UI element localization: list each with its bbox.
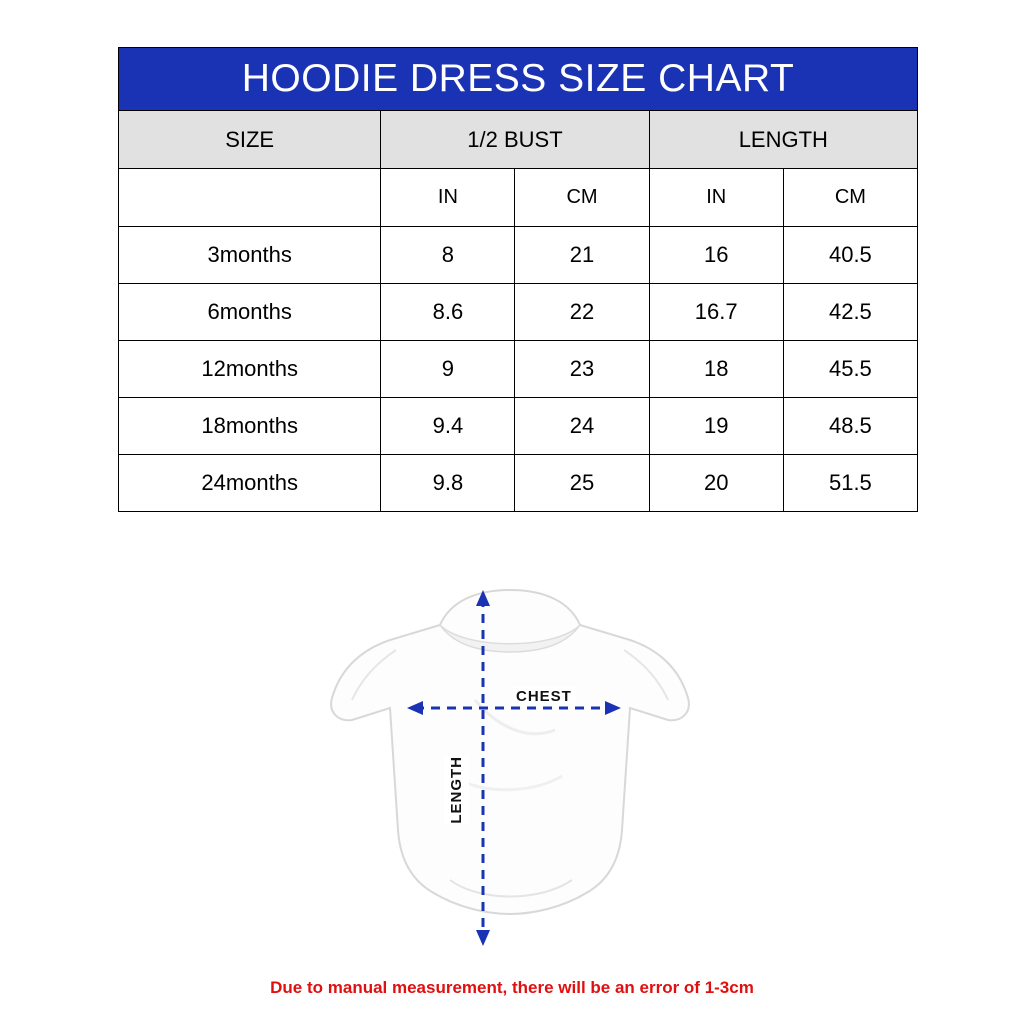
cell-length-cm: 48.5 — [783, 398, 917, 455]
cell-bust-in: 9 — [381, 341, 515, 398]
cell-length-in: 19 — [649, 398, 783, 455]
table-row — [119, 227, 918, 284]
cell-bust-in: 9.8 — [381, 455, 515, 512]
table-row — [119, 398, 918, 455]
cell-length-cm: 40.5 — [783, 227, 917, 284]
cell-length-in: 16.7 — [649, 284, 783, 341]
header-half-bust: 1/2 BUST — [381, 111, 649, 169]
chart-title-row — [119, 48, 918, 111]
unit-header-length-in: IN — [649, 169, 783, 227]
cell-bust-cm: 24 — [515, 398, 649, 455]
table-row — [119, 455, 918, 512]
unit-header-bust-cm: CM — [515, 169, 649, 227]
measurement-lines — [0, 560, 1024, 960]
page-title: HOODIE DRESS SIZE CHART — [119, 48, 918, 111]
header-size: SIZE — [119, 111, 381, 169]
unit-header-row — [119, 169, 918, 227]
garment-diagram — [0, 560, 1024, 960]
cell-bust-cm: 22 — [515, 284, 649, 341]
chest-label: CHEST — [512, 687, 576, 706]
cell-length-cm: 45.5 — [783, 341, 917, 398]
unit-header-length-cm: CM — [783, 169, 917, 227]
cell-size: 18months — [119, 398, 381, 455]
unit-header-blank — [119, 169, 381, 227]
cell-bust-cm: 25 — [515, 455, 649, 512]
cell-size: 3months — [119, 227, 381, 284]
cell-length-cm: 51.5 — [783, 455, 917, 512]
cell-bust-in: 8.6 — [381, 284, 515, 341]
cell-size: 24months — [119, 455, 381, 512]
length-label: LENGTH — [444, 755, 469, 825]
size-chart-container — [118, 47, 918, 512]
cell-length-in: 18 — [649, 341, 783, 398]
group-header-row — [119, 111, 918, 169]
table-row — [119, 341, 918, 398]
cell-size: 6months — [119, 284, 381, 341]
unit-header-bust-in: IN — [381, 169, 515, 227]
cell-bust-cm: 23 — [515, 341, 649, 398]
cell-bust-cm: 21 — [515, 227, 649, 284]
cell-length-cm: 42.5 — [783, 284, 917, 341]
cell-size: 12months — [119, 341, 381, 398]
table-row — [119, 284, 918, 341]
cell-length-in: 16 — [649, 227, 783, 284]
size-chart-table — [118, 47, 918, 512]
cell-bust-in: 8 — [381, 227, 515, 284]
header-length: LENGTH — [649, 111, 917, 169]
cell-length-in: 20 — [649, 455, 783, 512]
cell-bust-in: 9.4 — [381, 398, 515, 455]
measurement-note: Due to manual measurement, there will be an error of 1-3cm — [270, 978, 754, 997]
